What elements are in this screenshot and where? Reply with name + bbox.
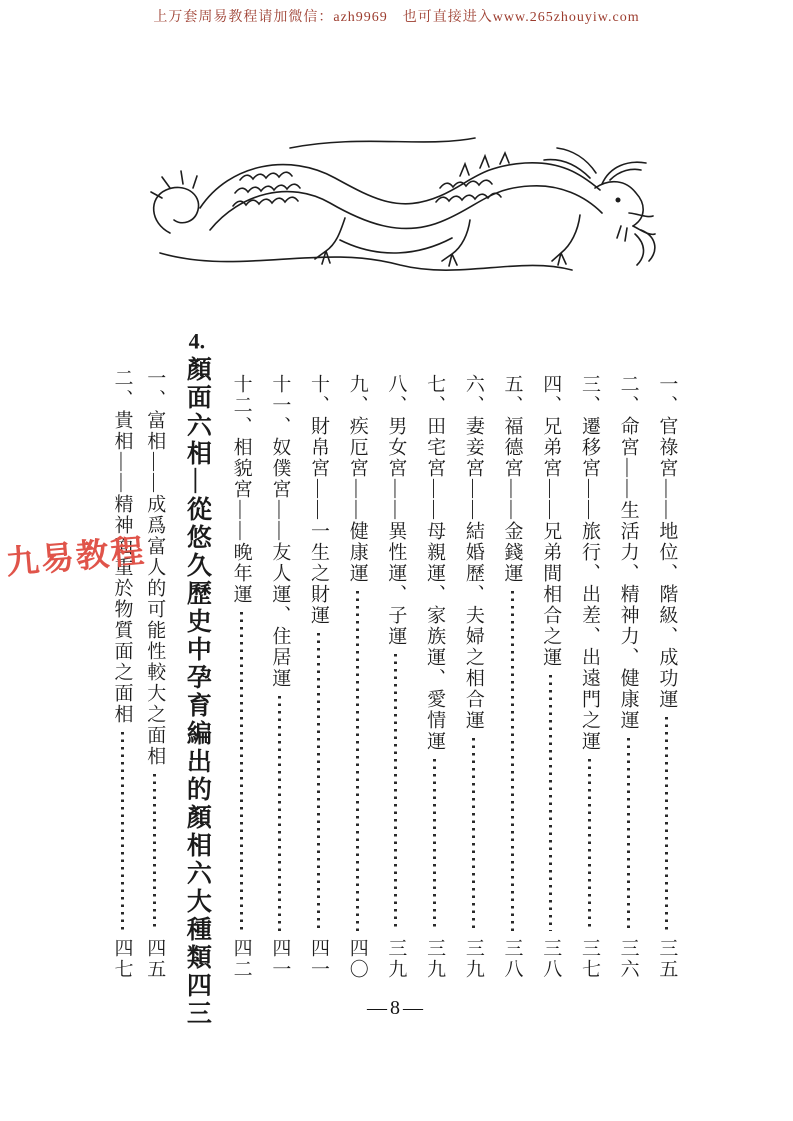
dragon-illustration bbox=[140, 118, 660, 296]
dot-leader bbox=[665, 717, 668, 931]
dot-leader bbox=[549, 675, 552, 931]
toc-entry-label: 九、疾厄宮——健康運 bbox=[346, 374, 368, 584]
toc-entry-page: 四〇 bbox=[346, 938, 368, 980]
section-number: 4. bbox=[188, 330, 206, 352]
red-watermark: 九易教程 bbox=[4, 531, 148, 581]
toc-entry-page: 四七 bbox=[111, 938, 133, 980]
toc-entry-page: 三九 bbox=[462, 938, 484, 980]
section-page: 四三 bbox=[183, 972, 211, 1028]
toc-entry bbox=[261, 330, 299, 980]
promo-banner-text: 上万套周易教程请加微信：azh9969 也可直接进入www.265zhouyiw.com bbox=[153, 10, 640, 25]
dot-leader bbox=[278, 696, 281, 931]
toc-entry-label: 二、命宮——生活力、精神力、健康運 bbox=[617, 374, 639, 731]
page-number: —8— bbox=[367, 997, 426, 1019]
dot-leader bbox=[121, 732, 124, 931]
toc-entry bbox=[570, 330, 608, 980]
dot-leader bbox=[153, 774, 156, 931]
table-of-contents bbox=[106, 330, 686, 1028]
toc-entry bbox=[300, 330, 338, 980]
toc-entry-page: 三九 bbox=[424, 938, 446, 980]
dot-leader bbox=[588, 759, 591, 931]
toc-entry-page: 四五 bbox=[144, 938, 166, 980]
dot-leader bbox=[240, 612, 243, 931]
toc-entry-page: 三六 bbox=[617, 938, 639, 980]
toc-entry bbox=[222, 330, 260, 980]
toc-entry-label: 五、福德宮——金錢運 bbox=[501, 374, 523, 584]
toc-entry-page: 三五 bbox=[656, 938, 678, 980]
toc-entry-label: 三、遷移宮——旅行、出差、出遠門之運 bbox=[578, 374, 600, 752]
toc-entry bbox=[377, 330, 415, 980]
toc-entry-label: 六、妻妾宮——結婚歷、夫婦之相合運 bbox=[462, 374, 484, 731]
dot-leader bbox=[394, 654, 397, 931]
toc-entry-page: 三八 bbox=[540, 938, 562, 980]
toc-entry bbox=[416, 330, 454, 980]
dot-leader bbox=[472, 738, 475, 931]
toc-entry bbox=[648, 330, 686, 980]
dot-leader bbox=[433, 759, 436, 931]
toc-entry-page: 三八 bbox=[501, 938, 523, 980]
toc-entry-page: 四一 bbox=[308, 938, 330, 980]
toc-entry-label: 七、田宅宮——母親運、家族運、愛情運 bbox=[424, 374, 446, 752]
toc-entry bbox=[338, 330, 376, 980]
dot-leader bbox=[511, 591, 514, 931]
dot-leader bbox=[356, 591, 359, 931]
toc-entry-label: 二、貴相——精神面重於物質面之面相 bbox=[111, 368, 133, 725]
section-title: 顏面六相—從悠久歷史中孕育編出的顏相六大種類 bbox=[183, 356, 211, 972]
toc-entry bbox=[106, 330, 138, 980]
toc-entry-page: 三九 bbox=[385, 938, 407, 980]
toc-entry-label: 一、富相——成爲富人的可能性較大之面相 bbox=[144, 368, 166, 767]
toc-entry-page: 四一 bbox=[269, 938, 291, 980]
toc-entry-label: 八、男女宮——異性運、子運 bbox=[385, 374, 407, 647]
toc-entry bbox=[609, 330, 647, 980]
toc-entry-label: 十、財帛宮——一生之財運 bbox=[308, 374, 330, 626]
toc-entry bbox=[532, 330, 570, 980]
toc-entry-page: 四二 bbox=[230, 938, 252, 980]
toc-entry-label: 十二、相貌宮——晚年運 bbox=[230, 374, 252, 605]
toc-entry-label: 十一、奴僕宮——友人運、住居運 bbox=[269, 374, 291, 689]
toc-entry bbox=[454, 330, 492, 980]
toc-entry bbox=[493, 330, 531, 980]
dot-leader bbox=[317, 633, 320, 931]
toc-entry bbox=[139, 330, 171, 980]
toc-entry-page: 三七 bbox=[578, 938, 600, 980]
toc-entry-label: 一、官祿宮——地位、階級、成功運 bbox=[656, 374, 678, 710]
dot-leader bbox=[627, 738, 630, 931]
toc-entry-label: 四、兄弟宮——兄弟間相合之運 bbox=[540, 374, 562, 668]
section-heading bbox=[171, 330, 221, 1028]
